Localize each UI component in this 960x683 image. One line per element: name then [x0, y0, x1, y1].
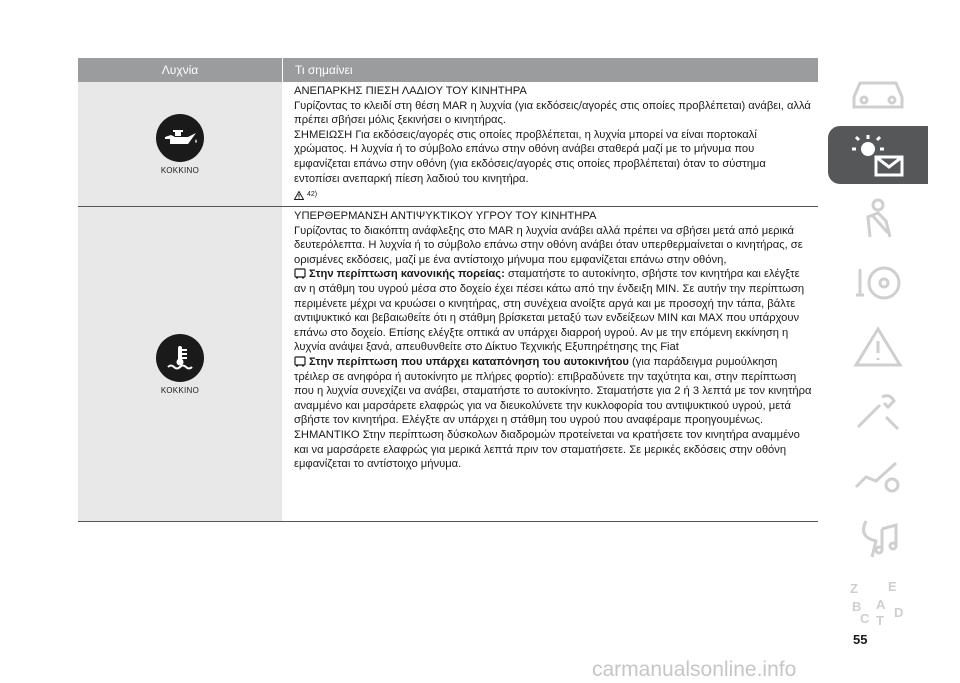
index-letter: C — [860, 611, 870, 626]
meaning-cell — [282, 82, 818, 206]
reference-number: 42) — [307, 191, 318, 199]
paragraph — [294, 267, 812, 355]
paragraph-text: (για παράδειγμα ρυμούλκηση τρέιλερ σε ανηφόρα ή αυτοκίνητο με πλήρες φορτίο): επιβραδύνετε την ταχύτητα και, στην περίπτωση που η λυχνία συνεχίζει να ανάβει, σταματήστε το αυτοκίνητο. Σταματήστε για 2 ή 3 λεπτά με τον κινητήρα αναμμένο και μαρσάρετε ελαφρώς για να διευκολύνετε την κυκλοφορία του αντιψυκτικού υγρού, μετά σβήστε τον κινητήρα. Ελέγξτε αν υπάρχει η στάθμη του υγρού που αναφέραμε προηγουμένως. — [294, 355, 812, 427]
emergency-warning-icon — [846, 323, 910, 371]
section-tabs — [828, 62, 928, 638]
steering-start-icon — [846, 259, 910, 307]
tab-emergency[interactable] — [828, 318, 928, 376]
oil-pressure-icon — [156, 114, 204, 162]
paragraph — [294, 355, 812, 428]
index-letter: T — [876, 613, 884, 627]
paragraph: ΣΗΜΕΙΩΣΗ Για εκδόσεις/αγορές στις οποίες προβλέπεται, η λυχνία μπορεί να είναι πορτοκαλί χρώματος. Η λυχνία ή το σύμβολο επάνω στην οθόνη ανάβει σταθερά μαζί με το μήνυμα που εμφανίζεται επάνω στην οθόνη (για εκδόσεις/αγορές στις οποίες προβλέπεται) όταν το σύστημα εντοπίσει ανεπαρκή πίεση λαδιού του κινητήρα. — [294, 128, 766, 185]
table-row — [78, 82, 818, 207]
seat-safety-icon — [846, 195, 910, 243]
car-normal-icon — [294, 268, 306, 279]
paragraph: Γυρίζοντας το διακόπτη ανάφλεξης στο MAR η λυχνία ανάβει αλλά πρέπει να σβήσει μετά από μερικά δευτερόλεπτα. Η λυχνία ή το σύμβολο επάνω στην οθόνη ανάβει όταν υπερθερμαίνεται ο κινητήρας, σε ορισμένες εκδόσεις, μαζί με ένα αντίστοιχο μήνυμα που εμφανίζεται επάνω στην οθόνη, — [294, 224, 803, 266]
tab-car-dashboard[interactable] — [828, 62, 928, 120]
warning-lights-table — [78, 58, 818, 522]
warning-triangle-icon — [294, 191, 304, 200]
technical-data-icon — [846, 451, 910, 499]
page-number: 55 — [853, 632, 868, 647]
warning-light-cell — [78, 207, 282, 521]
index-letter: Z — [850, 581, 858, 596]
table-row — [78, 207, 818, 522]
paragraph: ΣΗΜΑΝΤΙΚΟ Στην περίπτωση δύσκολων διαδρομών προτείνεται να κρατήσετε τον κινητήρα αναμμένο και να μαρσάρετε ελαφρώς για μερικά λεπτά πριν τον σταματήσετε. Σε μερικές εκδόσεις στην οθόνη εμφανίζεται το αντίστοιχο μήνυμα. — [294, 428, 800, 471]
row-title: ΥΠΕΡΘΕΡΜΑΝΣΗ ΑΝΤΙΨΥΚΤΙΚΟΥ ΥΓΡΟΥ ΤΟΥ ΚΙΝΗΤΗΡΑ — [294, 210, 597, 222]
warning-light-message-icon — [846, 131, 910, 179]
color-label: ΚΟΚΚΙΝΟ — [160, 385, 200, 395]
paragraph-text: σταματήστε το αυτοκίνητο, σβήστε τον κινητήρα και ελέγξτε αν η στάθμη του υγρού μέσα στο δοχείο έχει πέσει κάτω από την ένδειξη MIN. Σε αυτήν την περίπτωση περιμένετε μέχρι να κρυώσει ο κινητήρας, στη συνέχεια ανοίξτε αργά και με προσοχή την τάπα, βάλτε αντιψυκτικό και βεβαιωθείτε ότι η στάθμη βρίσκεται μεταξύ των ενδείξεων MIN και MAX που υπάρχουν επάνω στο δοχείο. Επίσης ελέγξτε οπτικά αν υπάρχει διαρροή υγρού. Αν με την επόμενη εκκίνηση η λυχνία ανάψει ξανά, απευθυνθείτε στο Δίκτυο Τεχνικής Εξυπηρέτησης της Fiat — [294, 268, 805, 354]
reference-note — [294, 188, 812, 203]
car-dashboard-icon — [846, 67, 910, 115]
index-letters-icon — [846, 579, 910, 627]
header-col-meaning: Τι σημαίνει — [282, 58, 818, 82]
index-letter: E — [888, 579, 897, 594]
tab-steering-start[interactable] — [828, 254, 928, 312]
tab-index[interactable] — [828, 574, 928, 632]
car-heavy-duty-icon — [294, 356, 306, 367]
color-label: ΚΟΚΚΙΝΟ — [160, 165, 200, 175]
maintenance-tools-icon — [846, 387, 910, 435]
coolant-temperature-icon — [156, 334, 204, 382]
tab-seat-safety[interactable] — [828, 190, 928, 248]
warning-light-cell — [78, 82, 282, 206]
multimedia-icon — [846, 515, 910, 563]
tab-warning-lights[interactable] — [828, 126, 928, 184]
tab-maintenance[interactable] — [828, 382, 928, 440]
row-title: ΑΝΕΠΑΡΚΗΣ ΠΙΕΣΗ ΛΑΔΙΟΥ ΤΟΥ ΚΙΝΗΤΗΡΑ — [294, 85, 527, 97]
paragraph: Γυρίζοντας το κλειδί στη θέση MAR η λυχνία (για εκδόσεις/αγορές στις οποίες προβλέπεται) ανάβει, αλλά πρέπει σβήσει μόλις ξεκινήσει ο κινητήρας. — [294, 99, 811, 127]
bold-heading: Στην περίπτωση κανονικής πορείας: — [309, 268, 505, 281]
bold-heading: Στην περίπτωση που υπάρχει καταπόνηση του αυτοκινήτου — [309, 355, 629, 368]
table-header — [78, 58, 818, 82]
meaning-cell — [282, 207, 818, 521]
tab-multimedia[interactable] — [828, 510, 928, 568]
header-col-light: Λυχνία — [161, 63, 199, 77]
index-letter: B — [852, 599, 862, 614]
watermark: carmanualsonline.info — [592, 658, 797, 681]
index-letter: D — [894, 605, 904, 620]
tab-technical-data[interactable] — [828, 446, 928, 504]
index-letter: A — [876, 597, 886, 612]
